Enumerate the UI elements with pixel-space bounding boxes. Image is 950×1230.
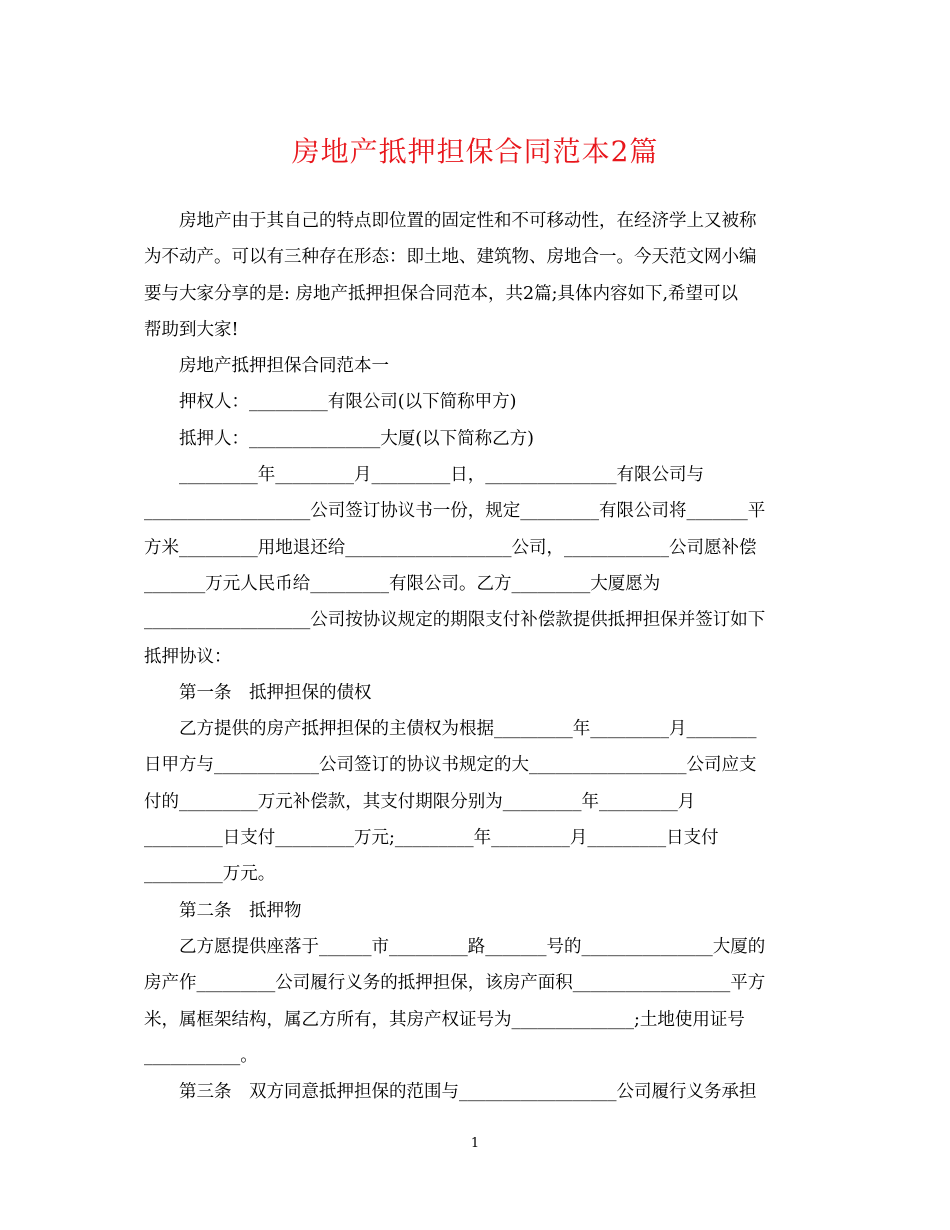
text-line: 日甲方与____________公司签订的协议书规定的大__________________公司应支 (144, 755, 757, 776)
text-line: ___________________公司按协议规定的期限支付补偿款提供抵押担保并签订如下 (144, 610, 766, 631)
text-line: _________日支付_________万元;_________年_________月_________日支付 (144, 828, 719, 849)
document-body (144, 203, 800, 1110)
text-line: _________万元。 (144, 864, 276, 885)
text-line: 为不动产。可以有三种存在形态：即土地、建筑物、房地合一。今天范文网小编 (144, 247, 757, 268)
text-line: 抵押协议： (144, 646, 232, 667)
text-line: 方米_________用地退还给___________________公司，____________公司愿补偿 (144, 537, 757, 558)
text-line: 第一条 抵押担保的债权 (179, 682, 372, 703)
text-line: ___________。 (144, 1045, 258, 1066)
text-line: 帮助到大家! (144, 319, 239, 340)
text-line: 房产作_________公司履行义务的抵押担保，该房产面积__________________平方 (144, 973, 766, 994)
text-line: 押权人：_________有限公司(以下简称甲方) (179, 392, 517, 413)
text-line: 付的_________万元补偿款，其支付期限分别为_________年_________月 (144, 791, 696, 812)
text-line: 米，属框架结构，属乙方所有，其房产权证号为______________;土地使用证号 (144, 1009, 745, 1030)
document-title: 房地产抵押担保合同范本2篇 (291, 135, 659, 168)
text-line: 抵押人：_______________大厦(以下简称乙方) (179, 428, 534, 449)
text-line: 乙方提供的房产抵押担保的主债权为根据_________年_________月________ (179, 719, 757, 740)
text-line: 房地产由于其自己的特点即位置的固定性和不可移动性，在经济学上又被称 (179, 211, 757, 231)
text-line: ___________________公司签订协议书一份，规定_________有限公司将_______平 (144, 501, 766, 522)
text-line: 房地产抵押担保合同范本一 (179, 356, 389, 377)
text-line: 要与大家分享的是: 房地产抵押担保合同范本，共2篇;具体内容如下,希望可以 (144, 283, 739, 304)
text-line: 第二条 抵押物 (179, 900, 302, 921)
text-line: 乙方愿提供座落于______市_________路_______号的_______________大厦的 (179, 936, 766, 957)
text-line: 第三条 双方同意抵押担保的范围与__________________公司履行义务承担 (179, 1082, 757, 1103)
text-line: _________年_________月_________日，_______________有限公司与 (179, 465, 704, 486)
text-line: _______万元人民币给_________有限公司。乙方_________大厦愿为 (144, 573, 661, 594)
page-number: 1 (470, 1136, 480, 1151)
